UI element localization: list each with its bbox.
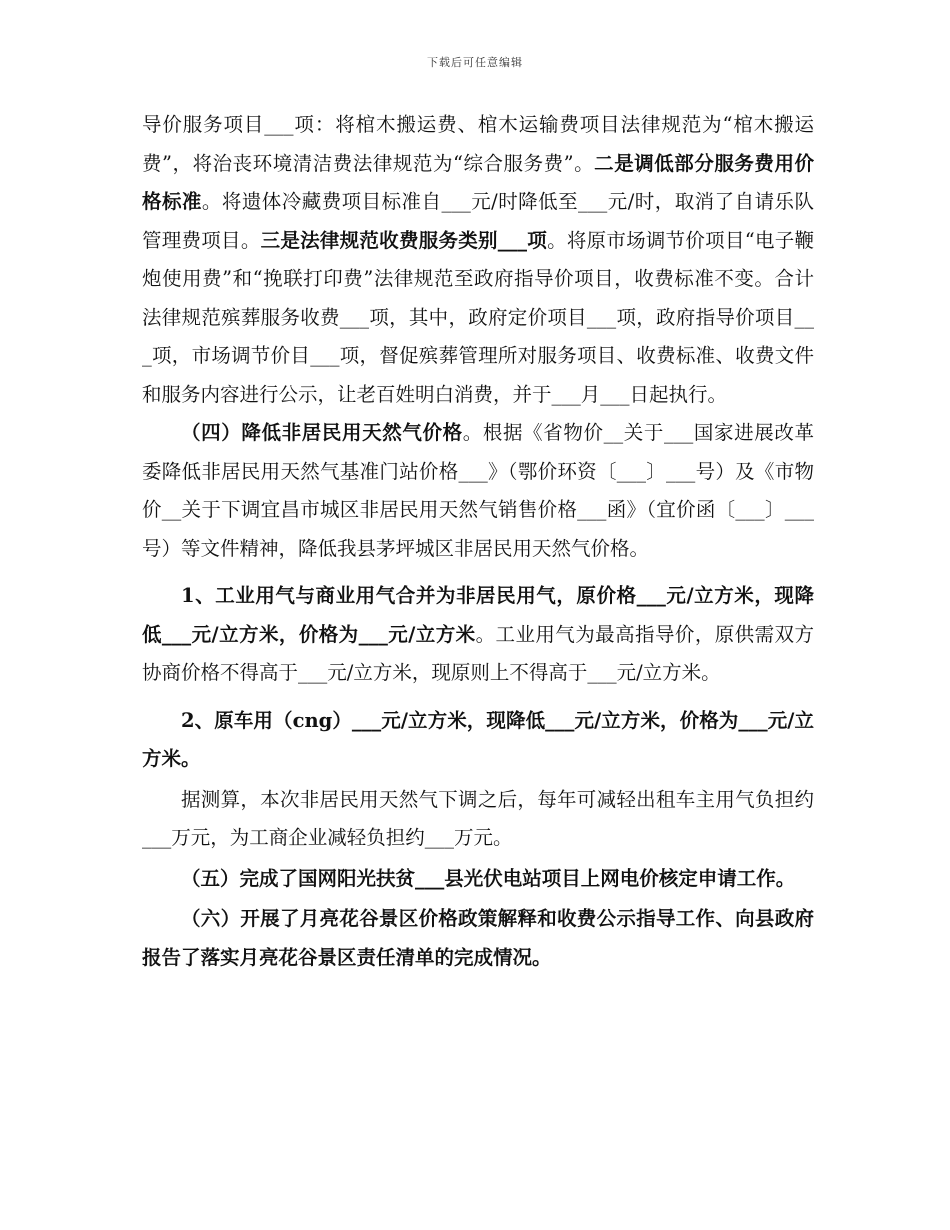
paragraph-solar-project <box>142 860 814 899</box>
text-run-bold: 三是法律规范收费服务类别___项 <box>260 228 548 252</box>
text-run: 。根据《省物价__关于___国家进展改革委降低非居民用天然气基准门站价格___》（鄂价环资〔___〕___号）及《市物价__关于下调宜昌市城区非居民用天然气销售价格___函》（宜价函〔___〕___号）等文件精神，降低我县茅坪城区非居民用天然气价格。 <box>142 421 814 560</box>
text-run: 。将原市场调节价项目“电子鞭炮使用费”和“挽联打印费”法律规范至政府指导价项目，收费标准不变。合计法律规范殡葬服务收费___项，其中，政府定价项目___项，政府指导价项目___项，市场调节价目___项，督促殡葬管理所对服务项目、收费标准、收费文件和服务内容进行公示，让老百姓明白消费，并于___月___日起执行。 <box>142 228 814 406</box>
paragraph-funeral-services <box>142 106 814 414</box>
page-header: 下载后可任意编辑 <box>427 56 523 69</box>
paragraph-industrial-gas <box>142 577 814 693</box>
text-run: 导价服务项目___项：将棺木搬运费、棺木运输费项目法律规范为“棺木搬运费”，将治丧环境清洁费法律规范为“综合服务费”。 <box>142 113 814 175</box>
paragraph-scenic-area <box>142 900 814 977</box>
section-heading: （六）开展了月亮花谷景区价格政策解释和收费公示指导工作、向县政府报告了落实月亮花谷景区责任清单的完成情况。 <box>142 907 814 969</box>
text-run-bold: 二是调低部分服务费用价格标准 <box>142 151 814 213</box>
text-run: 。将遗体冷藏费项目标准自___元/时降低至___元/时，取消了自请乐队管理费项目。 <box>142 190 814 252</box>
text-run-bold: 1、工业用气与商业用气合并为非居民用气，原价格___元/立方米，现降低___元/立方米，价格为___元/立方米 <box>142 584 814 646</box>
section-heading: （五）完成了国网阳光扶贫___县光伏电站项目上网电价核定申请工作。 <box>181 866 796 890</box>
text-run: 据测算，本次非居民用天然气下调之后，每年可减轻出租车主用气负担约___万元，为工商企业减轻负担约___万元。 <box>142 787 814 849</box>
text-run-bold: 2、原车用（cng）___元/立方米，现降低___元/立方米，价格为___元/立方米。 <box>142 708 814 770</box>
text-run: 。工业用气为最高指导价，原供需双方协商价格不得高于___元/立方米，现原则上不得高于___元/立方米。 <box>142 622 814 684</box>
document-body <box>142 106 814 977</box>
paragraph-gas-price-intro <box>142 414 814 568</box>
paragraph-cng-gas <box>142 702 814 779</box>
section-heading: （四）降低非居民用天然气价格 <box>181 421 463 444</box>
paragraph-estimate <box>142 781 814 858</box>
